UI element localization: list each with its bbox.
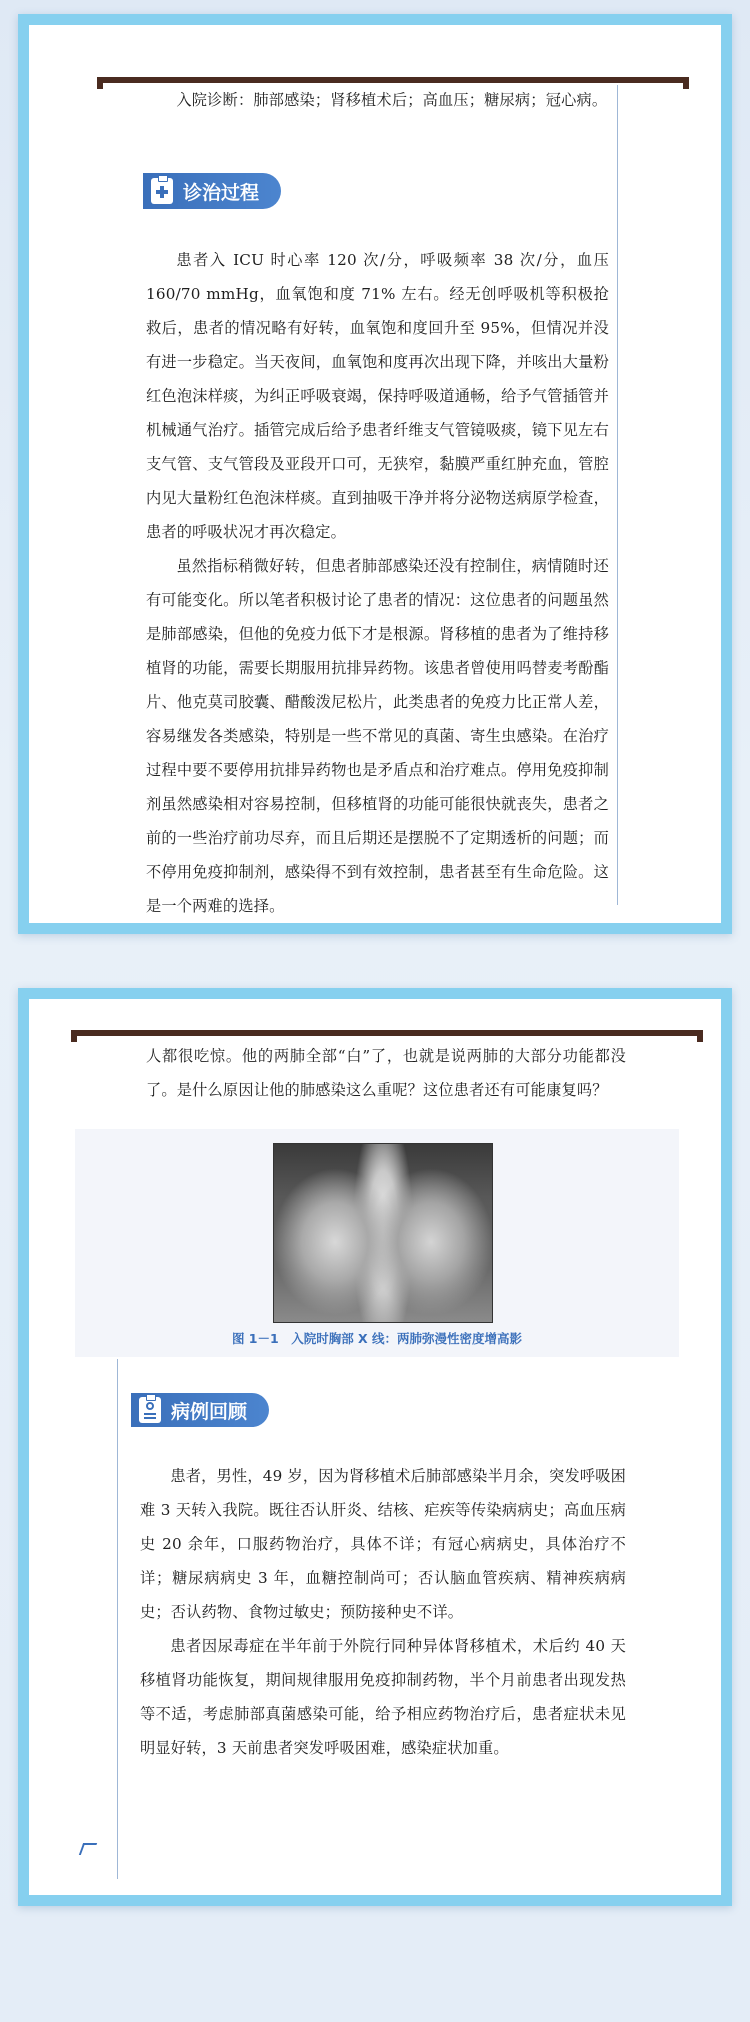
intro-text <box>146 83 609 117</box>
medical-clipboard-icon <box>151 178 173 204</box>
page-margin-line <box>617 85 618 905</box>
paragraph: 患者因尿毒症在半年前于外院行同种异体肾移植术，术后约 40 天移植肾功能恢复，期间规律服用免疫抑制药物，半个月前患者出现发热等不适，考虑肺部真菌感染可能，给予相应药物治疗后，患者症状未见明显好转，3 天前患者突发呼吸困难，感染症状加重。 <box>140 1637 626 1757</box>
book-page-1 <box>29 25 721 923</box>
section-title: 病例回顾 <box>171 1400 248 1423</box>
figure-caption: 图 1－1 入院时胸部 X 线：两肺弥漫性密度增高影 <box>231 1331 523 1346</box>
book-page-2 <box>29 999 721 1895</box>
chest-xray-image <box>273 1143 493 1323</box>
section-header-case-review <box>131 1393 269 1427</box>
case-review-text <box>140 1459 626 1765</box>
paragraph: 虽然指标稍微好转，但患者肺部感染还没有控制住，病情随时还有可能变化。所以笔者积极讨论了患者的情况：这位患者的问题虽然是肺部感染，但他的免疫力低下才是根源。肾移植的患者为了维持移植肾的功能，需要长期服用抗排异药物。该患者曾使用吗替麦考酚酯片、他克莫司胶囊、醋酸泼尼松片，此类患者的免疫力比正常人差，容易继发各类感染，特别是一些不常见的真菌、寄生虫感染。在治疗过程中要不要停用抗排异药物也是矛盾点和治疗难点。停用免疫抑制剂虽然感染相对容易控制，但移植肾的功能可能很快就丧失，患者之前的一些治疗前功尽弃，而且后期还是摆脱不了定期透析的问题；而不停用免疫抑制剂，感染得不到有效控制，患者甚至有生命危险。这是一个两难的选择。 <box>146 557 609 915</box>
intro-text <box>146 1039 626 1107</box>
paragraph: 患者，男性，49 岁，因为肾移植术后肺部感染半月余，突发呼吸困难 3 天转入我院。既往否认肝炎、结核、疟疾等传染病病史；高血压病史 20 余年，口服药物治疗，具体不详；有冠心病病史，具体治疗不详；糖尿病病史 3 年，血糖控制尚可；否认脑血管疾病、精神疾病病史；否认药物、食物过敏史；预防接种史不详。 <box>140 1467 626 1621</box>
page-margin-line <box>117 1359 118 1879</box>
corner-decoration <box>79 1843 97 1855</box>
treatment-text <box>146 243 609 923</box>
page-frame-2 <box>18 988 732 1906</box>
paragraph: 患者入 ICU 时心率 120 次/分，呼吸频率 38 次/分，血压 160/70 mmHg，血氧饱和度 71% 左右。经无创呼吸机等积极抢救后，患者的情况略有好转，血氧饱和度回升至 95%，但情况并没有进一步稳定。当天夜间，血氧饱和度再次出现下降，并咳出大量粉红色泡沫样痰，为纠正呼吸衰竭，保持呼吸道通畅，给予气管插管并机械通气治疗。插管完成后给予患者纤维支气管镜吸痰，镜下见左右支气管、支气管段及亚段开口可，无狭窄，黏膜严重红肿充血，管腔内见大量粉红色泡沫样痰。直到抽吸干净并将分泌物送病原学检查，患者的呼吸状况才再次稳定。 <box>146 251 609 541</box>
page-frame-1 <box>18 14 732 934</box>
intro-paragraph: 人都很吃惊。他的两肺全部“白”了，也就是说两肺的大部分功能都没了。是什么原因让他的肺感染这么重呢？这位患者还有可能康复吗？ <box>146 1047 626 1099</box>
clipboard-icon <box>139 1397 161 1423</box>
diagnosis-paragraph: 入院诊断：肺部感染；肾移植术后；高血压；糖尿病；冠心病。 <box>176 91 608 109</box>
page-top-rule <box>71 1030 703 1036</box>
figure-area <box>75 1129 679 1357</box>
section-title: 诊治过程 <box>183 181 260 204</box>
section-header-treatment <box>143 173 281 209</box>
